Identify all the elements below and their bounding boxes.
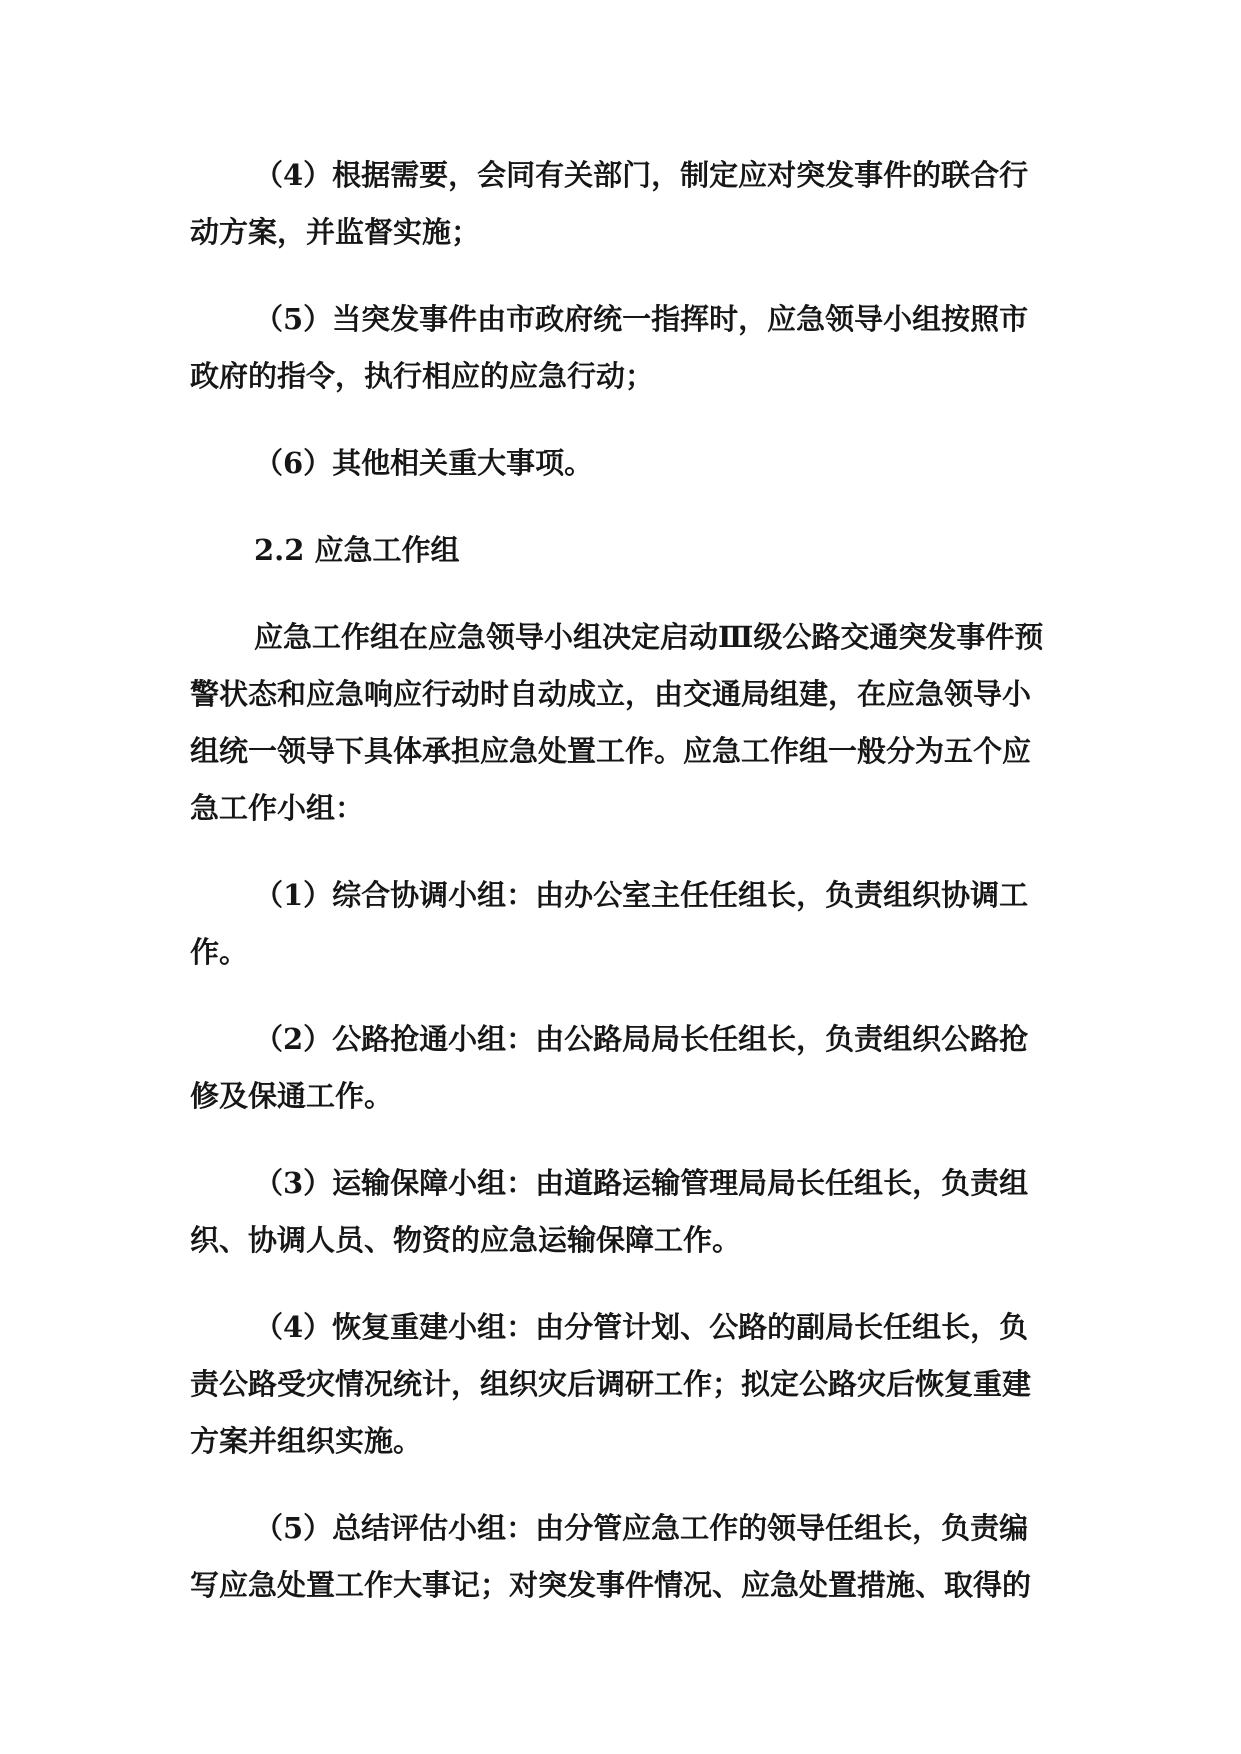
text-line: 急工作小组： [190,791,365,825]
text-line: （2）公路抢通小组：由公路局局长任组长，负责组织公路抢 [254,1022,1029,1056]
list-item-paragraph [190,1500,1090,1614]
text-line: 警状态和应急响应行动时自动成立，由交通局组建，在应急领导小 [190,677,1032,711]
text-line: （5）总结评估小组：由分管应急工作的领导任组长，负责编 [254,1511,1029,1545]
text-line: （4）根据需要，会同有关部门，制定应对突发事件的联合行 [254,158,1029,192]
list-item-paragraph [190,867,1090,981]
text-line: 写应急处置工作大事记；对突发事件情况、应急处置措施、取得的 [190,1568,1032,1602]
text-line: （6）其他相关重大事项。 [254,446,594,480]
text-line: （4）恢复重建小组：由分管计划、公路的副局长任组长，负 [254,1310,1029,1344]
text-line: （3）运输保障小组：由道路运输管理局局长任组长，负责组 [254,1166,1029,1200]
text-line: （5）当突发事件由市政府统一指挥时，应急领导小组按照市 [254,302,1029,336]
text-line: 修及保通工作。 [190,1079,394,1113]
text-line: 方案并组织实施。 [190,1424,423,1458]
text-line: 作。 [190,935,249,969]
text-line: 应急工作组在应急领导小组决定启动Ⅲ级公路交通突发事件预 [254,620,1044,654]
text-line: 组统一领导下具体承担应急处置工作。应急工作组一般分为五个应 [190,734,1032,768]
list-item-paragraph [190,291,1090,405]
document-body [190,147,1090,1644]
section-heading-text: 2.2 应急工作组 [254,533,460,567]
list-item-paragraph [190,1155,1090,1269]
list-item-paragraph [190,147,1090,261]
list-item-paragraph [190,435,1090,492]
text-line: 责公路受灾情况统计，组织灾后调研工作；拟定公路灾后恢复重建 [190,1367,1032,1401]
text-line: 政府的指令，执行相应的应急行动； [190,359,655,393]
text-line: （1）综合协调小组：由办公室主任任组长，负责组织协调工 [254,878,1029,912]
text-line: 织、协调人员、物资的应急运输保障工作。 [190,1223,742,1257]
text-line: 动方案，并监督实施； [190,215,481,249]
body-paragraph [190,609,1090,837]
list-item-paragraph [190,1011,1090,1125]
section-heading [190,522,1090,579]
list-item-paragraph [190,1299,1090,1470]
